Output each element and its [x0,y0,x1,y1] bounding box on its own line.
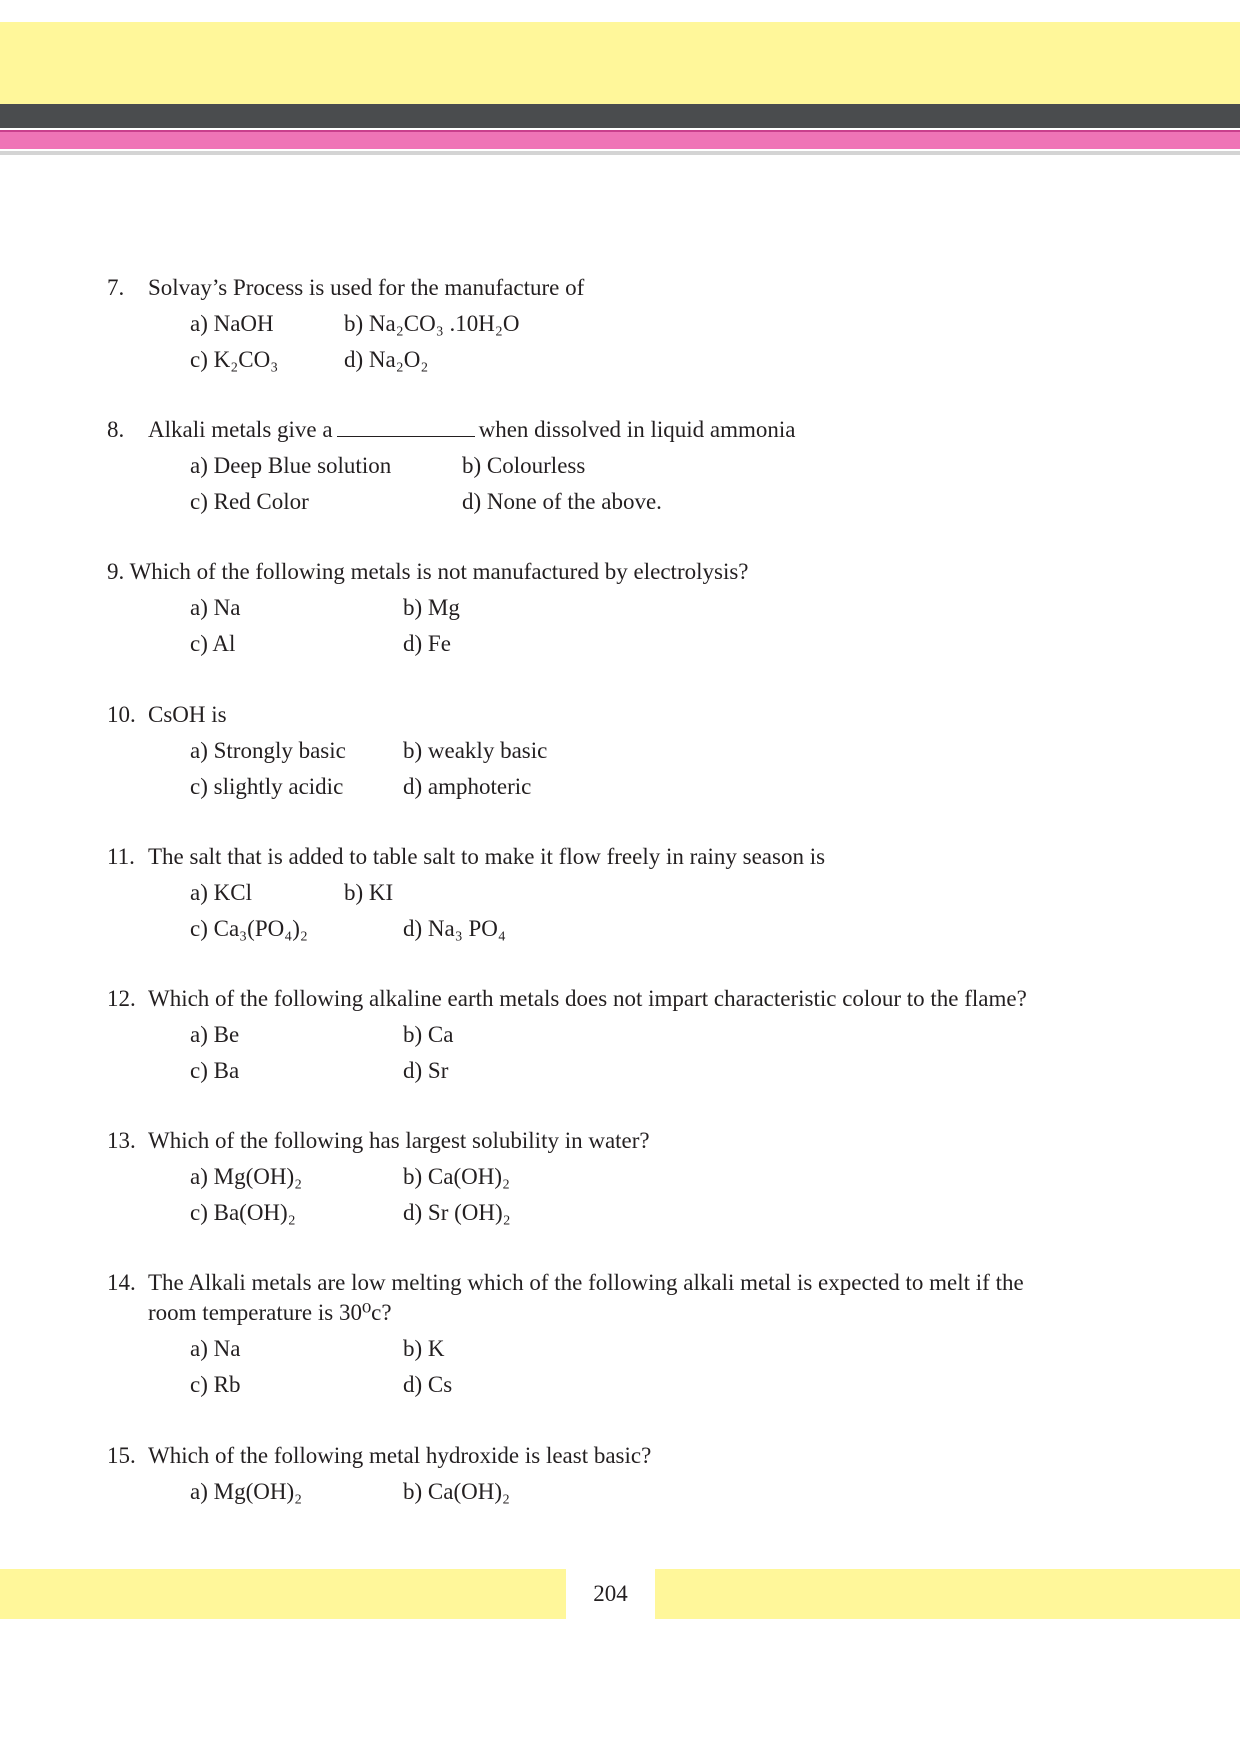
question-number: 13. [107,1128,136,1153]
option-d: d) amphoteric [403,774,532,799]
question-stem: The salt that is added to table salt to make it flow freely in rainy season is [148,844,826,869]
stem-before-blank: Alkali metals give a [148,417,333,442]
option-b: b) Ca(OH)₂ [403,1164,511,1189]
option-c: c) Ba(OH)₂ [190,1200,296,1225]
option-d: d) Fe [403,631,451,656]
option-c: c) slightly acidic [190,774,344,799]
question-stem: The Alkali metals are low melting which of the following alkali metal is expected to melt if the [148,1270,1024,1295]
footer-yellow-band-right [655,1569,1240,1619]
option-d: d) Na₃ PO₄ [403,916,506,941]
option-c: c) Ca₃(PO₄)₂ [190,916,308,941]
question-number: 8. [107,417,125,442]
option-a: a) Deep Blue solution [190,453,392,478]
footer-yellow-band-left [0,1569,566,1619]
header-yellow-band [0,22,1240,104]
option-a: a) Na [190,1336,241,1361]
page-number: 204 [593,1581,628,1606]
option-a: a) Strongly basic [190,738,346,763]
option-a: a) Na [190,595,241,620]
header-dark-band [0,104,1240,128]
option-b: b) Na₂CO₃ .10H₂O [344,311,520,336]
option-b: b) Ca [403,1022,454,1047]
question-stem: Which of the following alkaline earth metals does not impart characteristic colour to the flame? [148,986,1027,1011]
option-c: c) Rb [190,1372,241,1397]
option-a: a) KCl [190,880,252,905]
option-a: a) Mg(OH)₂ [190,1164,303,1189]
option-c: c) Red Color [190,489,309,514]
option-b: b) Mg [403,595,460,620]
option-b: b) Colourless [462,453,586,478]
option-d: d) Sr [403,1058,449,1083]
option-c: c) Al [190,631,236,656]
option-b: b) Ca(OH)₂ [403,1479,511,1504]
stem-after-blank: when dissolved in liquid ammonia [478,417,796,442]
option-d: d) None of the above. [462,489,662,514]
option-a: a) NaOH [190,311,274,336]
question-stem [148,412,795,448]
option-d: d) Na₂O₂ [344,347,429,372]
answer-blank [337,414,475,437]
question-number: 7. [107,275,125,300]
option-a: a) Be [190,1022,240,1047]
question-stem: Solvay’s Process is used for the manufacture of [148,275,585,300]
question-number: 14. [107,1270,136,1295]
option-b: b) KI [344,880,394,905]
option-b: b) K [403,1336,445,1361]
question-number: 15. [107,1443,136,1468]
header-grey-rule [0,151,1240,155]
option-c: c) K₂CO₃ [190,347,279,372]
question-stem: Which of the following metal hydroxide is least basic? [148,1443,652,1468]
header-pink-band [0,130,1240,149]
question-number: 10. [107,702,136,727]
option-a: a) Mg(OH)₂ [190,1479,303,1504]
option-c: c) Ba [190,1058,240,1083]
question-stem: Which of the following has largest solubility in water? [148,1128,650,1153]
option-d: d) Cs [403,1372,453,1397]
question-number: 12. [107,986,136,1011]
question-stem: CsOH is [148,702,227,727]
question-number: 11. [107,844,135,869]
question-stem-line2: room temperature is 30⁰c? [148,1300,392,1325]
option-b: b) weakly basic [403,738,548,763]
option-d: d) Sr (OH)₂ [403,1200,511,1225]
question-stem: 9. Which of the following metals is not manufactured by electrolysis? [107,559,749,584]
